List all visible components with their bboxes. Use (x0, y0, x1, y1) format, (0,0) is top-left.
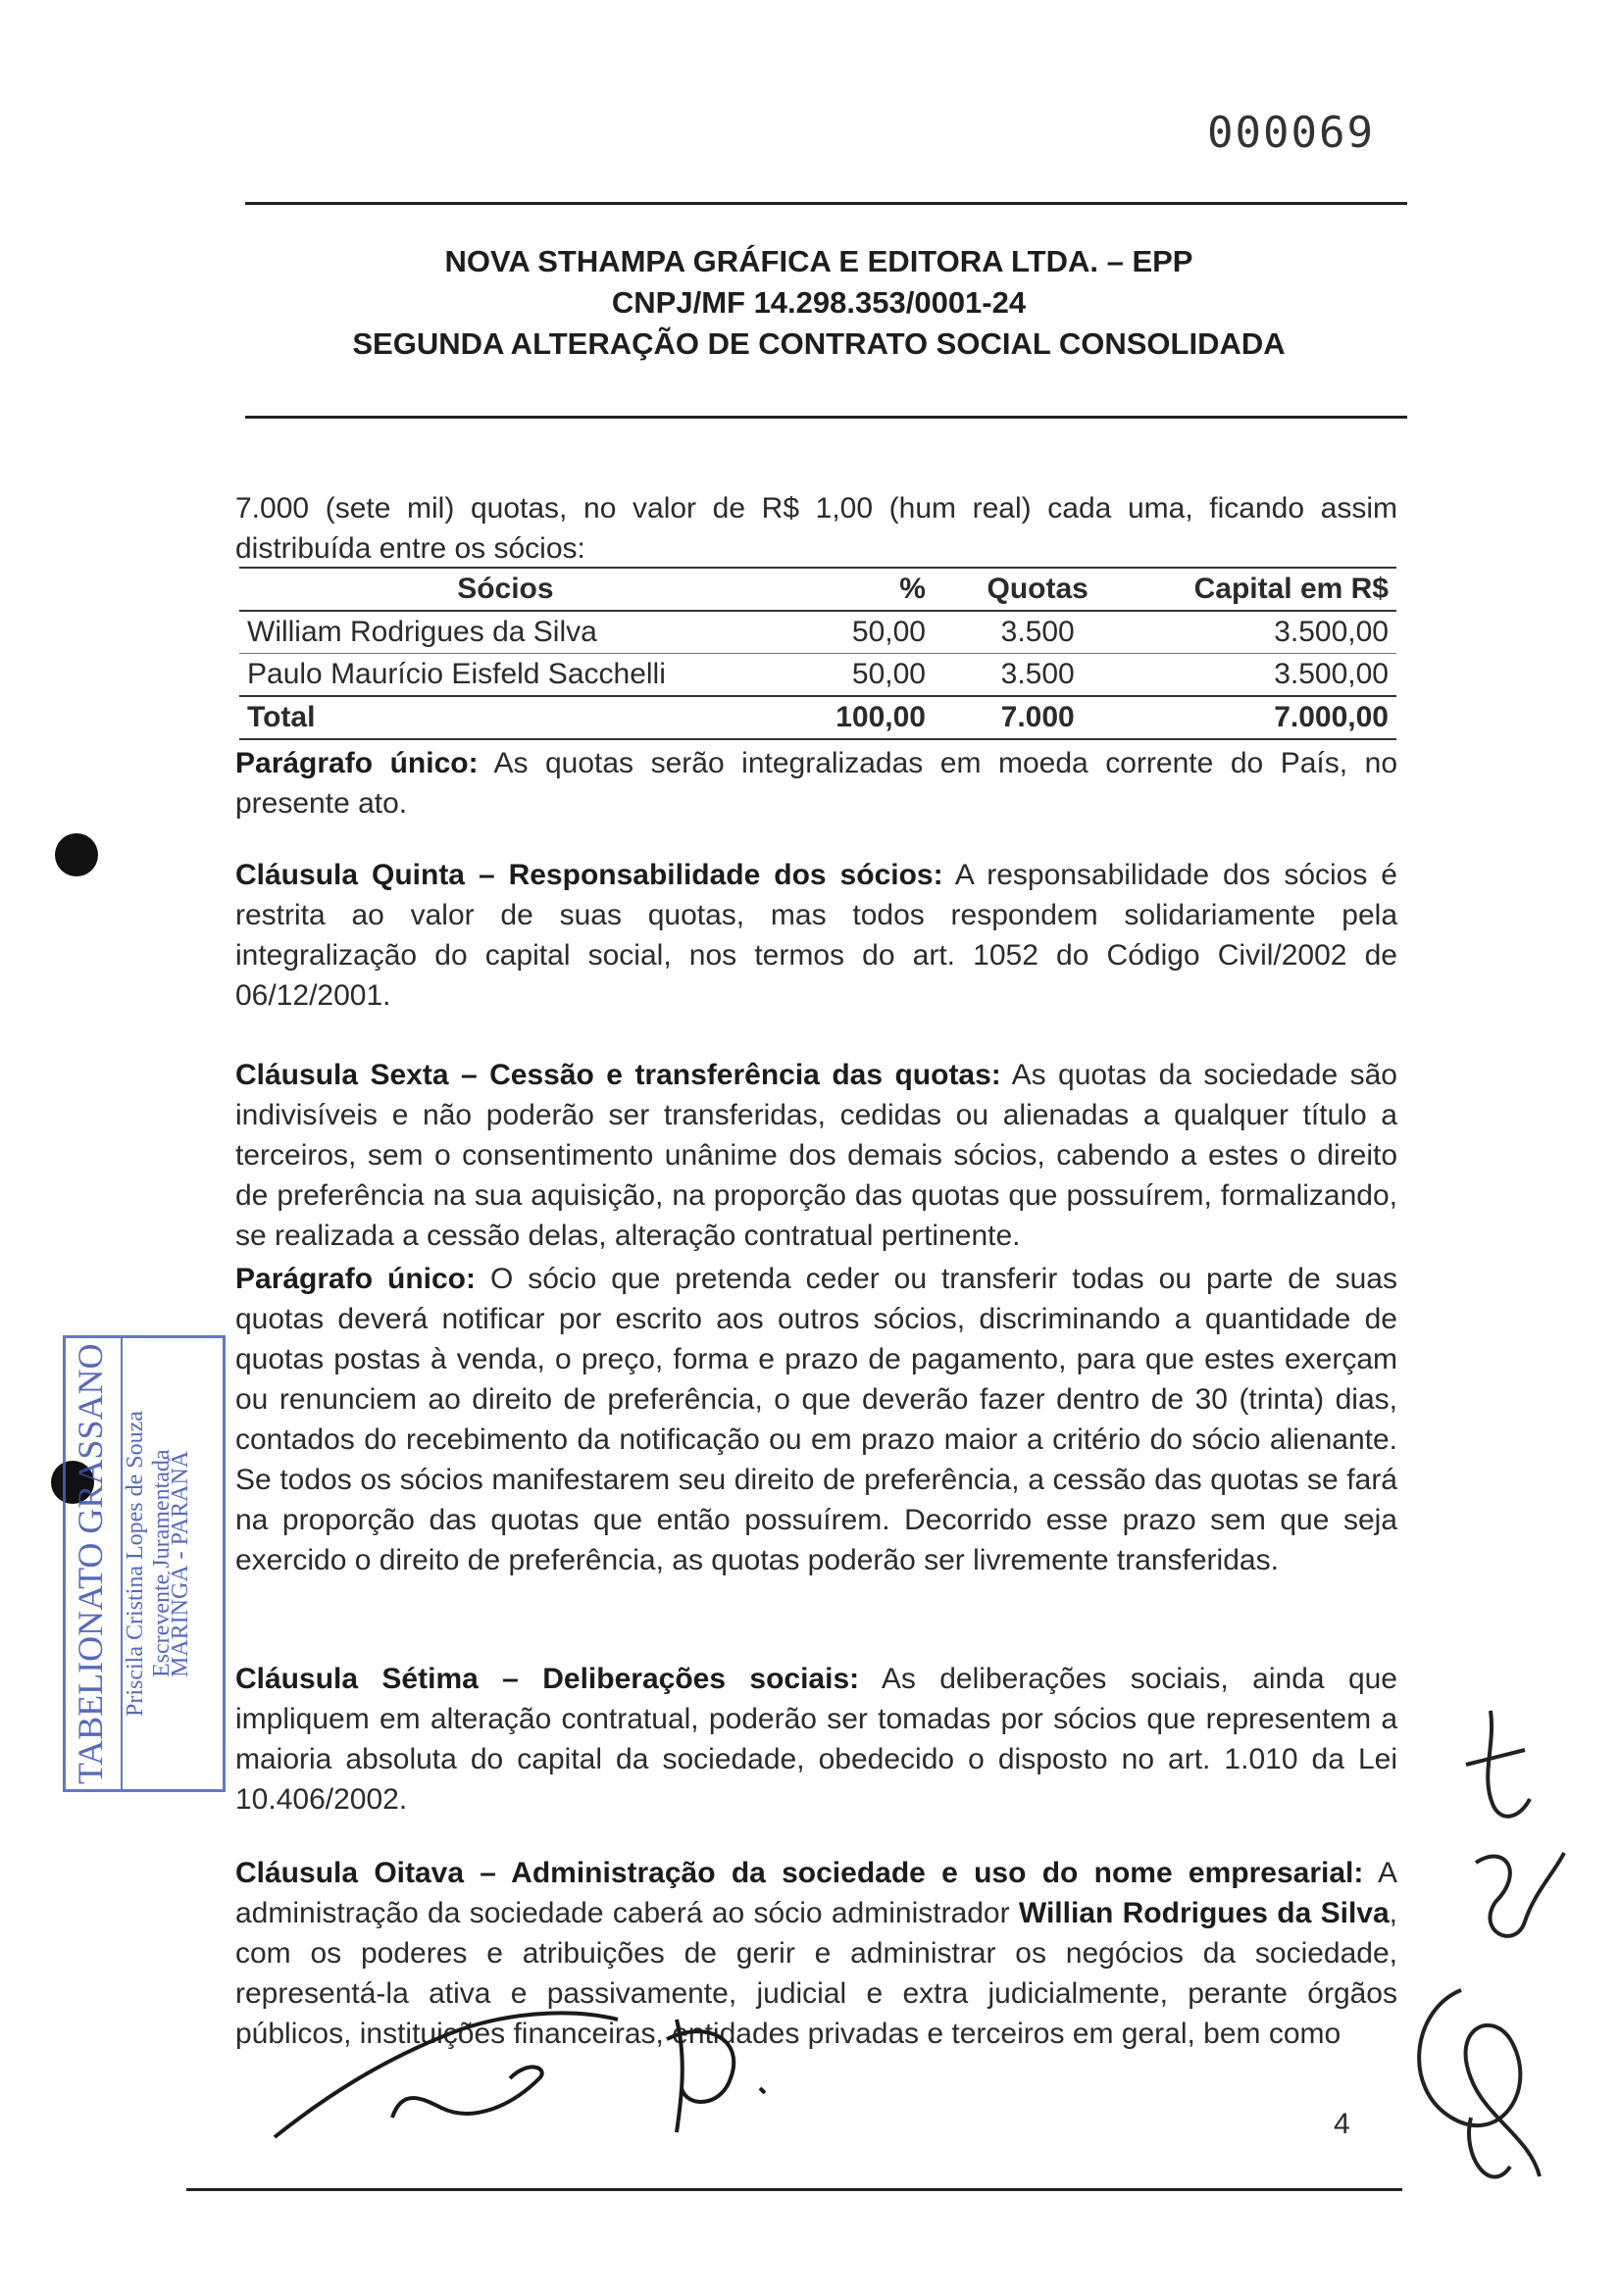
header-quotas: Quotas (934, 568, 1141, 611)
socio-capital: 3.500,00 (1141, 611, 1396, 654)
clausula-sexta-label: Cláusula Sexta – Cessão e transferência das quotas: (235, 1059, 1001, 1091)
footer-rule (186, 2188, 1402, 2191)
clausula-quinta-label: Cláusula Quinta – Responsabilidade dos sócios: (235, 859, 943, 891)
header-percent: % (772, 568, 934, 611)
clausula-setima-label: Cláusula Sétima – Deliberações sociais: (235, 1663, 860, 1695)
intro-paragraph: 7.000 (sete mil) quotas, no valor de R$ 1,00 (hum real) cada uma, ficando assim distribuída entre os sócios: (235, 492, 1397, 565)
signature-william (265, 2000, 637, 2147)
clausula-sexta (235, 1055, 1397, 1256)
notary-stamp (63, 1335, 226, 1792)
header-bottom-rule (245, 416, 1407, 419)
paragrafo-unico-text: As quotas serão integralizadas em moeda corrente do País, no presente ato. (235, 747, 1398, 820)
initials-signature-right-middle (1466, 1843, 1574, 1961)
socio-percent: 50,00 (772, 611, 934, 654)
socio-percent: 50,00 (772, 654, 934, 697)
page-number-stamp: 000069 (1207, 108, 1375, 158)
clausula-setima-text: As deliberações sociais, ainda que impliquem em alteração contratual, poderão ser tomadas por sócios que representem a maioria absoluta do capital da sociedade, obedecido o disposto no art. 1.010 da Lei 10.406/2002. (235, 1663, 1397, 1816)
paragrafo-unico-label: Parágrafo único: (235, 747, 479, 779)
clausula-setima (235, 1659, 1397, 1820)
paragrafo-unico-label: Parágrafo único: (235, 1263, 476, 1295)
company-name: NOVA STHAMPA GRÁFICA E EDITORA LTDA. – EPP (444, 244, 1193, 278)
table-total-row (239, 696, 1396, 739)
total-percent: 100,00 (772, 696, 934, 739)
paragrafo-unico-text: O sócio que pretenda ceder ou transferir todas ou parte de suas quotas deverá notificar por escrito aos outros sócios, discriminando a quantidade de quotas postas à venda, o preço, forma e prazo de pagamento, para que estes exerçam ou renunciem ao direito de preferência, o que deverão fazer dentro de 30 (trinta) dias, contados do recebimento da notificação ou em prazo maior a critério do sócio alienante. Se todos os sócios manifestarem seu direito de preferência, a cessão das quotas se fará na proporção das quotas que então possuírem. Decorrido esse prazo sem que seja exercido o direito de preferência, as quotas poderão ser livremente transferidas. (235, 1263, 1397, 1576)
stamp-city: MARINGÁ - PARANÁ (168, 1450, 193, 1677)
signature-paulo (647, 2010, 775, 2137)
document-header (245, 241, 1392, 365)
quotas-table (239, 567, 1396, 740)
punch-hole-upper (55, 833, 98, 876)
socio-name: William Rodrigues da Silva (239, 611, 772, 654)
total-label: Total (239, 696, 772, 739)
header-capital: Capital em R$ (1141, 568, 1396, 611)
clausula-sexta-text: As quotas da sociedade são indivisíveis e não poderão ser transferidas, cedidas ou alienadas a qualquer título a terceiros, sem o consentimento unânime dos demais sócios, cabendo a estes o direito de preferência na sua aquisição, na proporção das quotas que possuírem, formalizando, se realizada a cessão delas, alteração contratual pertinente. (235, 1059, 1397, 1252)
socio-quotas: 3.500 (934, 611, 1141, 654)
socio-capital: 3.500,00 (1141, 654, 1396, 697)
company-cnpj: CNPJ/MF 14.298.353/0001-24 (611, 285, 1027, 320)
initials-signature-right-bottom (1392, 1971, 1549, 2206)
initials-signature-right-top (1451, 1706, 1540, 1833)
clausula-quinta (235, 855, 1397, 1016)
administrator-name: Willian Rodrigues da Silva (1018, 1897, 1390, 1929)
total-quotas: 7.000 (934, 696, 1141, 739)
clausula-quinta-text: A responsabilidade dos sócios é restrita ao valor de suas quotas, mas todos respondem solidariamente pela integralização do capital social, nos termos do art. 1052 do Código Civil/2002 de 06/12/2001. (235, 859, 1397, 1012)
stamp-clerk-title: Escrevente Juramentada (149, 1449, 175, 1678)
header-top-rule (245, 202, 1407, 205)
stamp-clerk (123, 1338, 175, 1789)
document-title: SEGUNDA ALTERAÇÃO DE CONTRATO SOCIAL CONSOLIDADA (352, 326, 1286, 361)
clausula-oitava-text: A administração da sociedade caberá ao sócio administrador (235, 1857, 1397, 1929)
paragrafo-unico-cessao (235, 1259, 1397, 1580)
clausula-oitava-label: Cláusula Oitava – Administração da sociedade e uso do nome empresarial: (235, 1857, 1364, 1889)
clausula-oitava-text-continued: , com os poderes e atribuições de gerir e administrar os negócios da sociedade, representá-la ativa e passivamente, judicial e extra judicialmente, perante órgãos públicos, instituições financeiras, entidades privadas e terceiros em geral, bem como (235, 1897, 1397, 2050)
page-number: 4 (1334, 2108, 1350, 2140)
header-socios: Sócios (239, 568, 772, 611)
total-capital: 7.000,00 (1141, 696, 1396, 739)
socio-quotas: 3.500 (934, 654, 1141, 697)
stamp-office: TABELIONATO GRASSANO (70, 1338, 123, 1789)
table-header-row (239, 568, 1396, 611)
table-row (239, 611, 1396, 654)
paragrafo-unico-capital (235, 743, 1397, 824)
stamp-clerk-name: Priscila Cristina Lopes de Souza (123, 1411, 148, 1717)
socio-name: Paulo Maurício Eisfeld Sacchelli (239, 654, 772, 697)
table-row (239, 654, 1396, 697)
